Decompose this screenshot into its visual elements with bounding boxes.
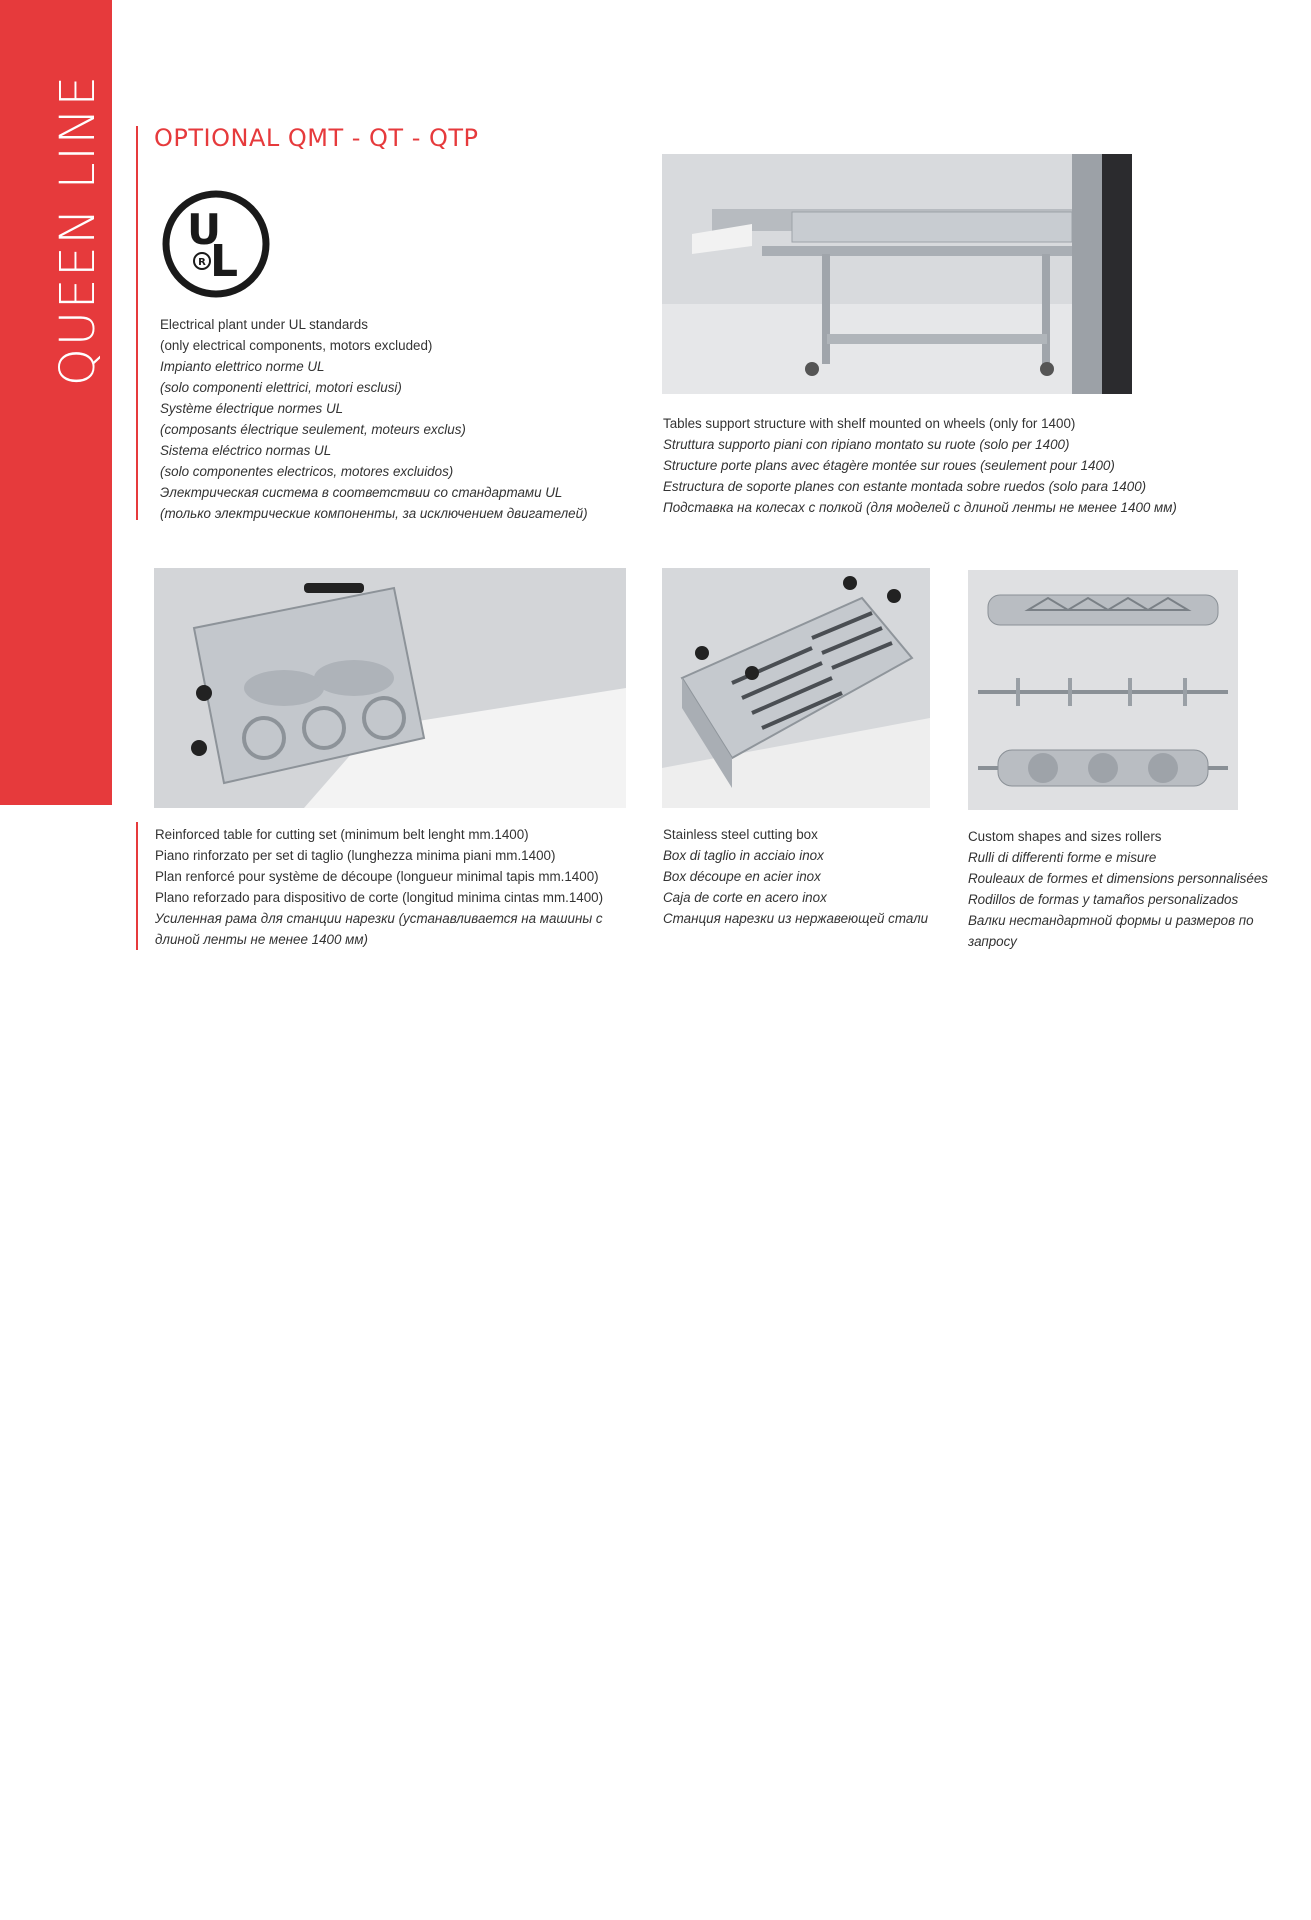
sidebar-title: QUEEN LINE [50, 74, 106, 386]
text-line: длиной ленты не менее 1400 мм) [155, 932, 368, 947]
text-line: (solo componenti elettrici, motori esclusi) [160, 380, 402, 395]
text-line: (only electrical components, motors excluded) [160, 338, 433, 353]
text-line: Box découpe en acier inox [663, 869, 821, 884]
text-line: (solo componentes electricos, motores excluidos) [160, 464, 454, 479]
svg-text:U: U [186, 205, 222, 254]
reinforced-table-description [155, 824, 603, 950]
text-line: Rodillos de formas y tamaños personalizados [968, 892, 1239, 907]
text-line: Impianto elettrico norme UL [160, 359, 325, 374]
rollers-description [968, 826, 1268, 952]
text-line: запросу [968, 934, 1017, 949]
divider-rule-top [136, 126, 138, 520]
text-line: Sistema eléctrico normas UL [160, 443, 332, 458]
text-line: Rouleaux de formes et dimensions personnalisées [968, 871, 1268, 886]
text-line: Système électrique normes UL [160, 401, 344, 416]
text-line: Electrical plant under UL standards [160, 317, 368, 332]
text-line: Подставка на колесах с полкой (для моделей с длиной ленты не менее 1400 мм) [663, 500, 1177, 515]
cutting-box-photo [662, 568, 930, 808]
text-line: Struttura supporto piani con ripiano montato su ruote (solo per 1400) [663, 437, 1070, 452]
text-line: Custom shapes and sizes rollers [968, 829, 1162, 844]
text-line: Caja de corte en acero inox [663, 890, 827, 905]
divider-rule-bottom [136, 822, 138, 950]
text-line: Structure porte plans avec étagère montée sur roues (seulement pour 1400) [663, 458, 1115, 473]
text-line: (composants électrique seulement, moteurs exclus) [160, 422, 466, 437]
table-support-description [663, 413, 1177, 518]
text-line: Box di taglio in acciaio inox [663, 848, 824, 863]
reinforced-table-photo [154, 568, 626, 808]
text-line: Станция нарезки из нержавеющей стали [663, 911, 929, 926]
text-line: Piano rinforzato per set di taglio (lunghezza minima piani mm.1400) [155, 848, 556, 863]
text-line: Plan renforcé pour système de découpe (longueur minimal tapis mm.1400) [155, 869, 599, 884]
text-line: Reinforced table for cutting set (minimum belt lenght mm.1400) [155, 827, 529, 842]
ul-description [160, 314, 588, 524]
text-line: Plano reforzado para dispositivo de corte (longitud minima cintas mm.1400) [155, 890, 604, 905]
page-title: OPTIONAL QMT - QT - QTP [154, 124, 479, 152]
text-line: Электрическая система в соответствии со стандартами UL [160, 485, 563, 500]
rollers-photo [968, 570, 1238, 810]
text-line: Estructura de soporte planes con estante montada sobre ruedos (solo para 1400) [663, 479, 1147, 494]
table-support-photo [662, 154, 1132, 394]
text-line: Tables support structure with shelf mounted on wheels (only for 1400) [663, 416, 1076, 431]
svg-text:L: L [209, 236, 239, 287]
text-line: Валки нестандартной формы и размеров по [968, 913, 1254, 928]
text-line: (только электрические компоненты, за исключением двигателей) [160, 506, 588, 521]
text-line: Rulli di differenti forme e misure [968, 850, 1157, 865]
cutting-box-description [663, 824, 928, 929]
svg-text:R: R [198, 257, 206, 268]
ul-certification-icon [160, 188, 272, 300]
text-line: Stainless steel cutting box [663, 827, 818, 842]
text-line: Усиленная рама для станции нарезки (устанавливается на машины с [155, 911, 603, 926]
sidebar-band [0, 0, 112, 805]
